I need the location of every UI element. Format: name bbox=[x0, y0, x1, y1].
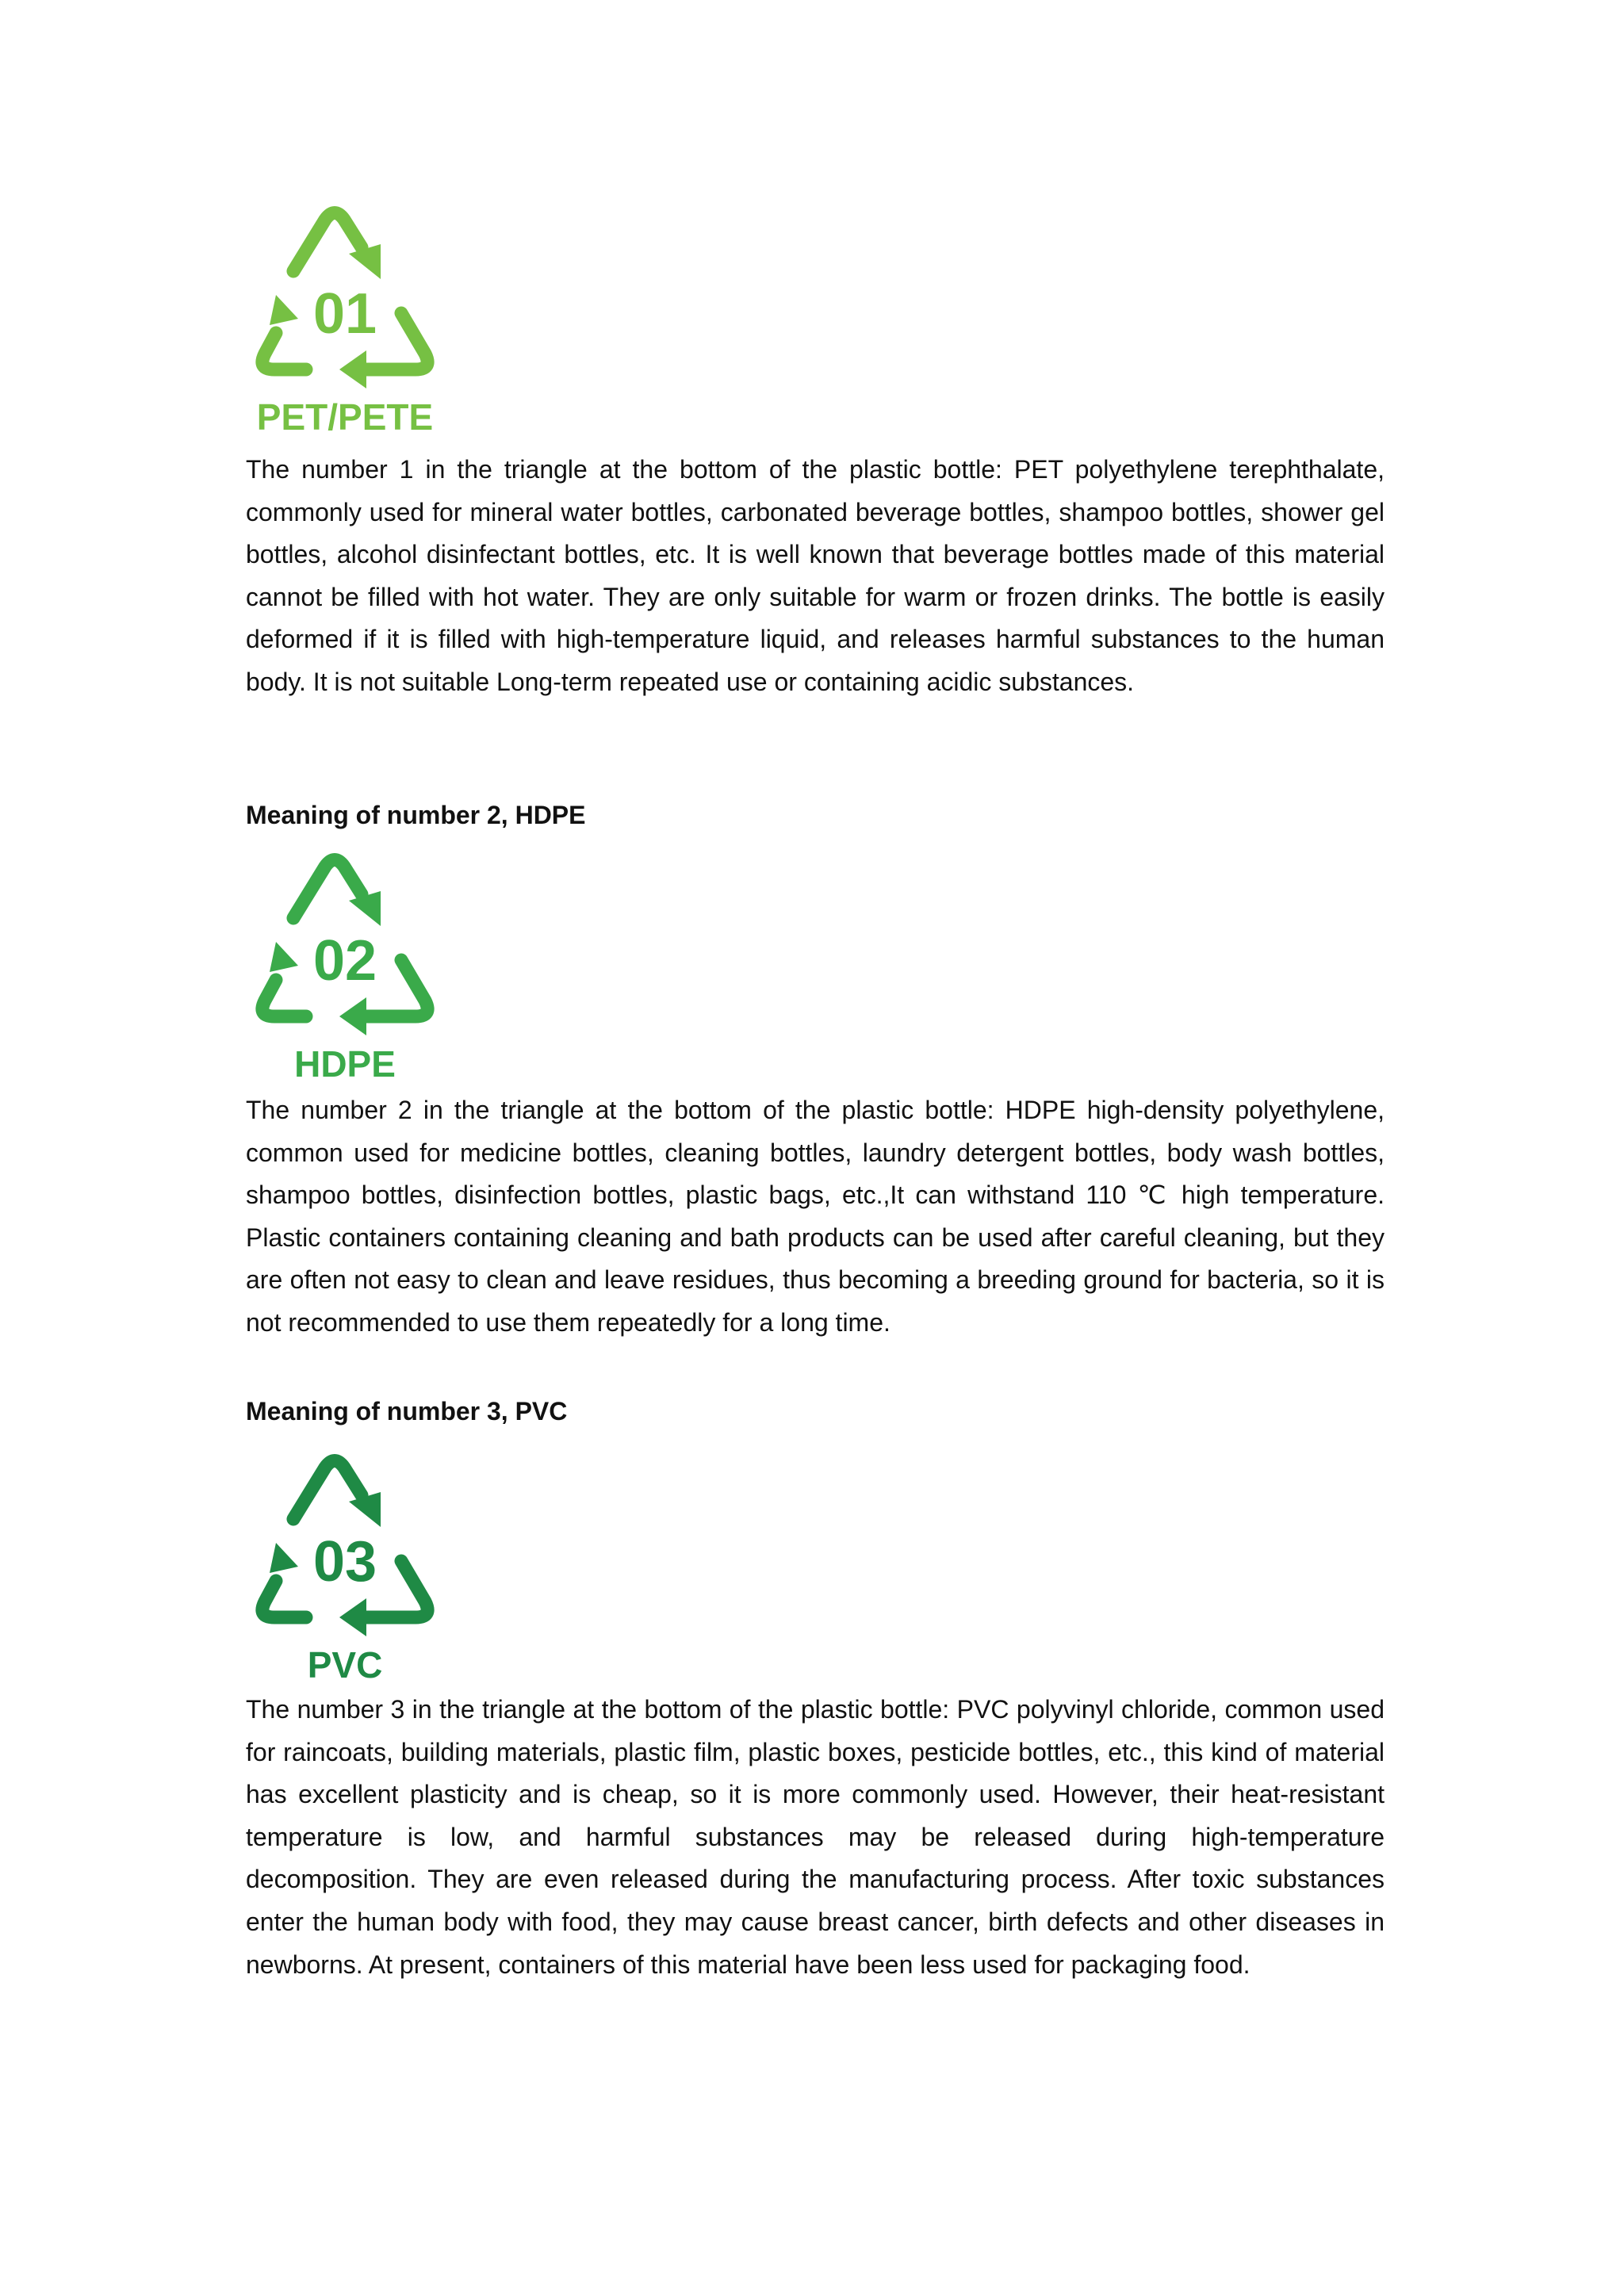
logo-number: 01 bbox=[312, 282, 377, 346]
logo-number: 02 bbox=[312, 929, 377, 993]
recycle-logo-pvc bbox=[246, 1454, 444, 1684]
heading-hdpe: Meaning of number 2, HDPE bbox=[246, 801, 586, 829]
recycle-logo-pet bbox=[246, 206, 444, 436]
logo-label: HDPE bbox=[294, 1043, 396, 1083]
heading-pvc: Meaning of number 3, PVC bbox=[246, 1397, 568, 1425]
paragraph-hdpe: The number 2 in the triangle at the bottom of the plastic bottle: HDPE high-density polyethylene, common used for medicine bottles, cleaning bottles, laundry detergent bottles, body wash bottles, shampoo bottles, disinfection bottles, plastic bags, etc.,It can withstand 110 ℃ high temperature. Plastic containers containing cleaning and bath products can be used after careful cleaning, but they are often not easy to clean and leave residues, thus becoming a breeding ground for bacteria, so it is not recommended to use them repeatedly for a long time. bbox=[246, 1096, 1385, 1337]
recycle-triangle-icon bbox=[246, 1454, 444, 1684]
logo-number: 03 bbox=[312, 1530, 377, 1594]
paragraph-pet: The number 1 in the triangle at the bottom of the plastic bottle: PET polyethylene terephthalate, commonly used for mineral water bottles, carbonated beverage bottles, shampoo bottles, shower gel bottles, alcohol disinfectant bottles, etc. It is well known that beverage bottles made of this material cannot be filled with hot water. They are only suitable for warm or frozen drinks. The bottle is easily deformed if it is filled with high-temperature liquid, and releases harmful substances to the human body. It is not suitable Long-term repeated use or containing acidic substances. bbox=[246, 455, 1385, 696]
recycle-logo-hdpe bbox=[246, 853, 444, 1083]
logo-label: PET/PETE bbox=[256, 396, 434, 436]
paragraph-pvc: The number 3 in the triangle at the bottom of the plastic bottle: PVC polyvinyl chloride, common used for raincoats, building materials, plastic film, plastic boxes, pesticide bottles, etc., this kind of material has excellent plasticity and is cheap, so it is more commonly used. However, their heat-resistant temperature is low, and harmful substances may be released during high-temperature decomposition. They are even released during the manufacturing process. After toxic substances enter the human body with food, they may cause breast cancer, birth defects and other diseases in newborns. At present, containers of this material have been less used for packaging food. bbox=[246, 1695, 1385, 1979]
logo-label: PVC bbox=[307, 1644, 383, 1684]
recycle-triangle-icon bbox=[246, 853, 444, 1083]
recycle-triangle-icon bbox=[246, 206, 444, 436]
